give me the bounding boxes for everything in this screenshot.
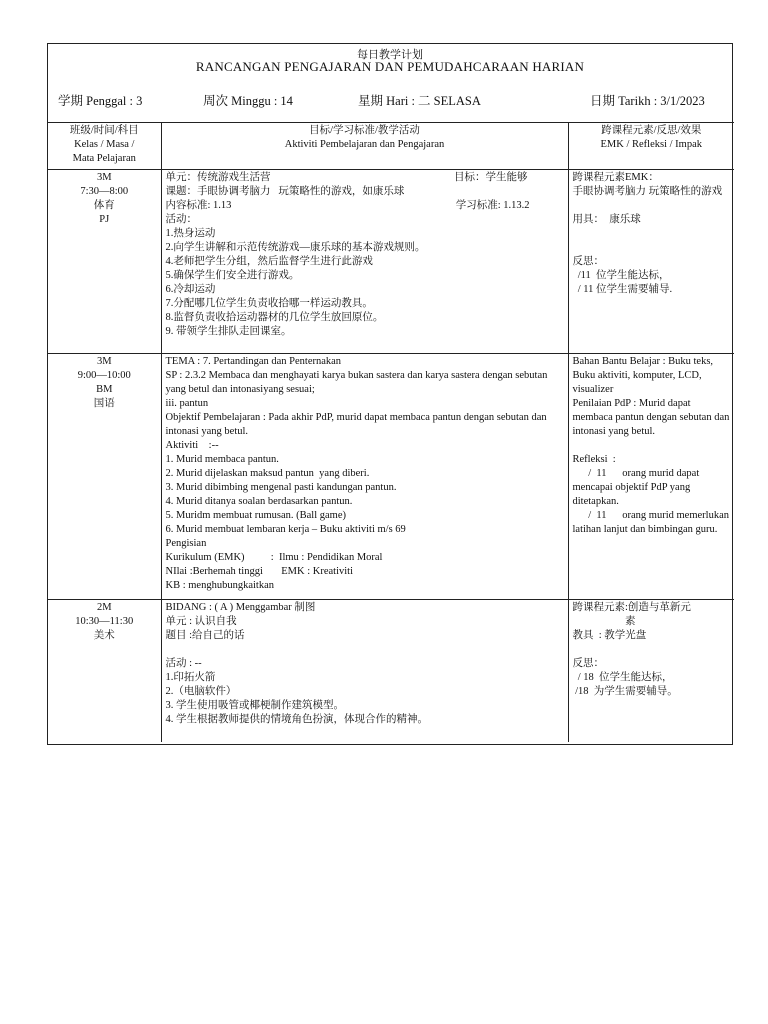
reflection-line: 用具： 康乐球: [572, 214, 641, 225]
activity-line: 5.确保学生们安全进行游戏。: [165, 270, 300, 281]
col-header-line: 班级/时间/科目: [69, 125, 139, 136]
class-name: 2M: [96, 602, 112, 613]
activity-line: NIlai :Berhemah tinggi EMK : Kreativiti: [165, 566, 354, 577]
class-time: 10:30—11:30: [75, 616, 134, 627]
activity-line: 活动：: [165, 214, 197, 225]
date-field: 日期 Tarikh : 3/1/2023: [590, 94, 705, 108]
class-time: 7:30—8:00: [80, 186, 129, 197]
reflection-line: Refleksi :: [572, 454, 616, 465]
lesson-row-bm: [48, 354, 734, 600]
activity-line: 4. Murid ditanya soalan berdasarkan pantun.: [165, 496, 353, 507]
class-info-cell: [48, 170, 161, 354]
day-field: 星期 Hari : 二 SELASA: [358, 94, 481, 108]
col-header-line: Mata Pelajaran: [72, 153, 136, 164]
subject-zh: 国语: [93, 398, 115, 409]
title-malay: RANCANGAN PENGAJARAN DAN PEMUDAHCARAAN HARIAN: [195, 59, 585, 74]
activity-line: 2.（电脑软件）: [165, 686, 237, 697]
col-header-line: Aktiviti Pembelajaran dan Pengajaran: [284, 139, 445, 150]
reflection-line: 素: [572, 616, 636, 627]
class-info-cell: [48, 354, 161, 600]
class-name: 3M: [96, 356, 112, 367]
reflection-line: / 11 orang murid memerlukan latihan lanjut dan bimbingan guru.: [572, 510, 732, 535]
unit-text: 单元：传统游戏生活营: [165, 172, 271, 183]
reflection-line: / 11 位学生需要辅导.: [572, 284, 673, 295]
activity-line: 4. 学生根据教师提供的情境角色扮演，体现合作的精神。: [165, 714, 428, 725]
lesson-row-art: [48, 600, 734, 743]
topic-text: 课题：手眼协调考脑力 玩策略性的游戏，如康乐球: [165, 186, 405, 197]
col-header-line: Kelas / Masa /: [74, 139, 135, 150]
activity-cell: [161, 170, 568, 354]
activity-line: 单元 : 认识自我: [165, 616, 237, 627]
plan-header: [48, 44, 732, 123]
activity-line: 2. Murid dijelaskan maksud pantun yang diberi.: [165, 468, 370, 479]
activity-line: 活动 : --: [165, 658, 202, 669]
reflection-cell: [568, 354, 734, 600]
class-time: 9:00—10:00: [77, 370, 131, 381]
content-standard: 内容标准: 1.13: [165, 200, 232, 211]
activity-line: 9. 带领学生排队走回课室。: [165, 326, 292, 337]
week-field: 周次 Minggu : 14: [203, 94, 293, 108]
lesson-row-pj: [48, 170, 734, 354]
col-header-activity: [161, 123, 568, 170]
reflection-line: /18 为学生需要辅导。: [572, 686, 678, 697]
activity-line: 7.分配哪几位学生负责收拾哪一样运动教具。: [165, 298, 373, 309]
activity-line: BIDANG : ( A ) Menggambar 制图: [165, 602, 316, 613]
activity-line: SP : 2.3.2 Membaca dan menghayati karya bukan sastera dan karya sastera dengan sebutan yang betul dan intonasiyang sesuai;: [165, 370, 548, 395]
activity-line: 3. 学生使用吸管或椰梗制作建筑模型。: [165, 700, 344, 711]
reflection-line: 教具 : 教学光盘: [572, 630, 647, 641]
activity-line: 2.向学生讲解和示范传统游戏—康乐球的基本游戏规则。: [165, 242, 426, 253]
class-info-cell: [48, 600, 161, 743]
reflection-line: / 18 位学生能达标，: [572, 672, 673, 683]
activity-line: 8.监督负责收拾运动器材的几位学生放回原位。: [165, 312, 384, 323]
reflection-cell: [568, 600, 734, 743]
reflection-line: /11 位学生能达标，: [572, 270, 670, 281]
learning-standard: 学习标准: 1.13.2: [455, 200, 530, 211]
activity-line: 1.热身运动: [165, 228, 216, 239]
reflection-line: / 11 orang murid dapat mencapai objektif PdP yang ditetapkan.: [572, 468, 702, 507]
lesson-plan-page: [47, 43, 733, 745]
col-header-line: 跨课程元素/反思/效果: [601, 125, 702, 136]
reflection-line: [573, 439, 731, 453]
activity-cell: [161, 354, 568, 600]
subject-code: PJ: [99, 214, 110, 225]
lesson-table: [48, 122, 734, 742]
activity-line: 5. Muridm membuat rumusan. (Ball game): [165, 510, 347, 521]
activity-line: Aktiviti :--: [165, 440, 219, 451]
activity-line: Objektif Pembelajaran : Pada akhir PdP, murid dapat membaca pantun dengan sebutan dan intonasi yang betul.: [165, 412, 547, 437]
reflection-line: 反思：: [572, 658, 604, 669]
activity-line: 题目 :给自己的话: [165, 630, 245, 641]
reflection-line: 跨课程元素:创造与革新元: [572, 602, 691, 613]
target-text: 目标：学生能够: [454, 172, 528, 183]
standards-line: [166, 199, 564, 213]
subject-zh: 体育: [93, 200, 115, 211]
col-header-class: [48, 123, 161, 170]
col-header-line: EMK / Refleksi / Impak: [600, 139, 702, 150]
activity-line: KB : menghubungkaitkan: [165, 580, 274, 591]
activity-line: Kurikulum (EMK) : Ilmu : Pendidikan Moral: [165, 552, 383, 563]
col-header-reflection: [568, 123, 734, 170]
activity-line: 1.印拓火箭: [165, 672, 216, 683]
activity-cell: [161, 600, 568, 743]
activity-line: TEMA : 7. Pertandingan dan Penternakan: [165, 356, 342, 367]
reflection-line: 反思：: [572, 256, 604, 267]
subject-zh: 美术: [93, 630, 115, 641]
class-name: 3M: [96, 172, 112, 183]
reflection-line: [573, 199, 731, 213]
column-header-row: [48, 123, 734, 170]
term-field: 学期 Penggal : 3: [58, 94, 143, 108]
subject-code: BM: [96, 384, 113, 395]
title-chinese: 每日教学计划: [357, 49, 423, 61]
activity-line: [166, 643, 564, 657]
reflection-cell: [568, 170, 734, 354]
reflection-line: 跨课程元素EMK：: [572, 172, 659, 183]
activity-line: 4.老师把学生分组，然后监督学生进行此游戏: [165, 256, 373, 267]
activity-line: 3. Murid dibimbing mengenal pasti kandungan pantun.: [165, 482, 397, 493]
reflection-line: Bahan Bantu Belajar : Buku teks, Buku aktiviti, komputer, LCD, visualizer: [572, 356, 714, 395]
activity-line: 1. Murid membaca pantun.: [165, 454, 279, 465]
activity-line: Pengisian: [165, 538, 207, 549]
reflection-line: Penilaian PdP : Murid dapat membaca pantun dengan sebutan dan intonasi yang betul.: [572, 398, 730, 437]
reflection-line: [573, 643, 731, 657]
col-header-line: 目标/学习标准/教学活动: [309, 125, 420, 136]
activity-line: iii. pantun: [165, 398, 209, 409]
unit-line: [166, 171, 564, 185]
activity-line: 6.冷却运动: [165, 284, 216, 295]
reflection-line: [573, 227, 731, 241]
reflection-line: 手眼协调考脑力 玩策略性的游戏: [572, 186, 723, 197]
reflection-line: [573, 241, 731, 255]
activity-line: 6. Murid membuat lembaran kerja – Buku aktiviti m/s 69: [165, 524, 406, 535]
